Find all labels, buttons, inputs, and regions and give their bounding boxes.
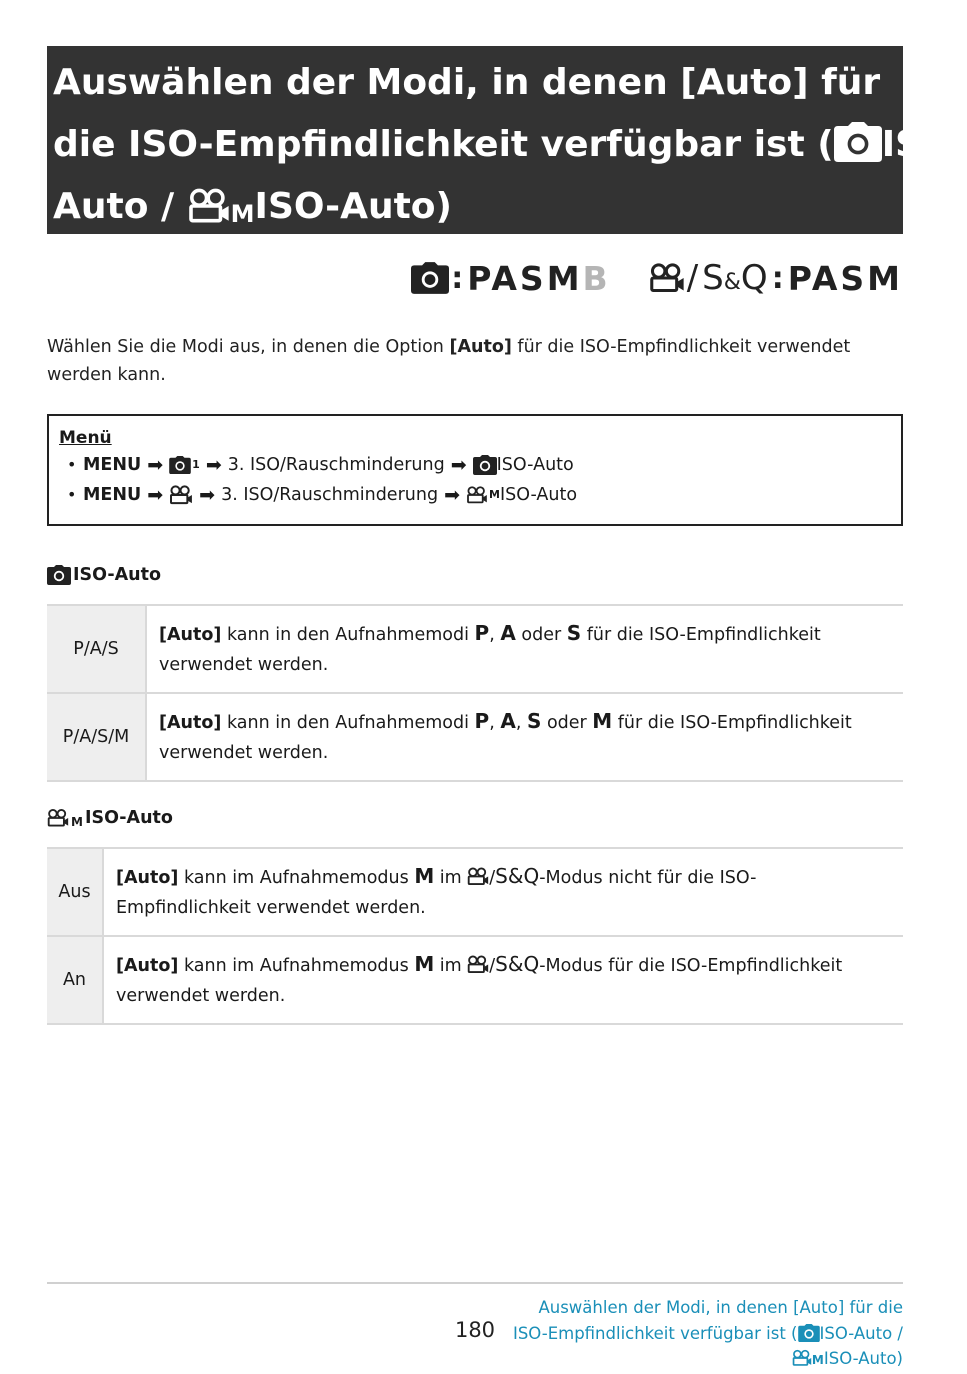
bullet: • xyxy=(67,455,77,474)
intro-text-bold: [Auto] xyxy=(449,337,512,357)
desc-slash: / xyxy=(489,868,496,888)
desc-sep: oder xyxy=(541,713,593,733)
video-modes: PASM xyxy=(787,258,903,298)
table-row xyxy=(47,605,903,693)
photo-mode-b: B xyxy=(582,258,611,298)
movie-icon xyxy=(467,955,489,974)
desc-sep: oder xyxy=(515,625,567,645)
video-section-title: ISO-Auto xyxy=(84,808,173,828)
photo-iso-auto-table xyxy=(47,604,903,782)
mode-s: S xyxy=(566,621,582,645)
desc-text: kann im Aufnahmemodus xyxy=(178,868,415,888)
photo-iso-auto-heading xyxy=(47,565,161,585)
movie-icon xyxy=(466,486,488,504)
arrow-right-icon: ➡ xyxy=(444,484,460,506)
submenu-label: 3. ISO/Rauschminderung xyxy=(221,485,439,505)
video-iso-auto-table xyxy=(47,847,903,1025)
camera-tab-number: 1 xyxy=(192,458,200,471)
option-key: An xyxy=(47,936,103,1024)
option-description xyxy=(146,605,903,693)
intro-text-pre: Wählen Sie die Modi aus, in denen die Option xyxy=(47,337,450,357)
photo-modes: PASM xyxy=(467,258,583,298)
modes-slash: / xyxy=(686,258,699,298)
movie-icon xyxy=(187,188,231,224)
option-description xyxy=(146,693,903,781)
desc-text: im xyxy=(434,868,468,888)
arrow-right-icon: ➡ xyxy=(147,484,164,506)
title-line-2-text: die ISO-Empfindlichkeit verfügbar ist ( xyxy=(53,124,834,165)
arrow-right-icon: ➡ xyxy=(147,454,164,476)
section-link-line-1[interactable]: Auswählen der Modi, in denen [Auto] für die xyxy=(538,1298,903,1317)
title-line-2 xyxy=(53,114,967,176)
section-link[interactable] xyxy=(503,1295,903,1374)
movie-m-subscript: M xyxy=(488,488,500,501)
menu-item-label: ISO-Auto xyxy=(499,485,578,505)
page-number: 180 xyxy=(454,1318,496,1342)
desc-text: kann in den Aufnahmemodi xyxy=(221,713,475,733)
section-link-line-2[interactable] xyxy=(503,1321,903,1347)
desc-sep: , xyxy=(489,713,501,733)
table-row xyxy=(47,936,903,1024)
sq-mode: S&Q xyxy=(495,864,540,888)
sq-amp: & xyxy=(723,270,741,295)
camera-icon xyxy=(798,1324,820,1342)
title-movie-subscript: M xyxy=(230,200,255,228)
desc-text: -Modus nicht für die ISO-Empfindlichkeit verwendet werden. xyxy=(116,868,757,918)
sq-q: Q xyxy=(740,258,768,298)
sq-mode: S&Q xyxy=(495,952,540,976)
desc-sep: , xyxy=(489,625,501,645)
movie-icon xyxy=(467,867,489,886)
title-line-3-suffix: ISO-Auto) xyxy=(254,186,452,227)
video-iso-auto-heading xyxy=(47,807,173,829)
auto-label: [Auto] xyxy=(159,625,222,645)
menu-heading: Menü xyxy=(59,428,112,448)
section-link-text[interactable]: ISO-Empfindlichkeit verfügbar ist ( xyxy=(512,1323,798,1343)
camera-icon xyxy=(473,455,497,475)
desc-text: für die ISO-Empfindlichkeit verwendet werden. xyxy=(159,713,852,763)
auto-label: [Auto] xyxy=(116,956,179,976)
video-heading-subscript: M xyxy=(71,815,83,829)
movie-icon xyxy=(649,262,685,294)
movie-icon xyxy=(47,808,69,828)
submenu-label: 3. ISO/Rauschminderung xyxy=(227,455,445,475)
menu-keyword: MENU xyxy=(83,485,142,505)
photo-section-title: ISO-Auto xyxy=(73,565,161,585)
mode-a: A xyxy=(500,621,516,645)
arrow-right-icon: ➡ xyxy=(199,484,216,506)
camera-icon xyxy=(411,262,449,294)
auto-label: [Auto] xyxy=(159,713,222,733)
mode-p: P xyxy=(474,709,490,733)
menu-path-photo xyxy=(59,450,891,480)
video-modes-colon: : xyxy=(771,260,784,296)
menu-path-box xyxy=(47,414,903,526)
arrow-right-icon: ➡ xyxy=(205,454,222,476)
option-key: Aus xyxy=(47,848,103,936)
footer-divider xyxy=(47,1282,903,1284)
mode-a: A xyxy=(500,709,516,733)
menu-path-video xyxy=(59,480,891,510)
mode-m: M xyxy=(414,952,435,976)
desc-text: für die ISO-Empfindlichkeit verwendet werden. xyxy=(159,625,821,675)
mode-m: M xyxy=(414,864,435,888)
option-description xyxy=(103,936,903,1024)
title-line-1: Auswählen der Modi, in denen [Auto] für xyxy=(53,62,881,103)
movie-icon xyxy=(169,485,193,505)
option-key: P/A/S xyxy=(47,605,146,693)
table-row xyxy=(47,848,903,936)
intro-text-post: für die ISO-Empfindlichkeit verwendet werden kann. xyxy=(47,337,851,385)
page-title xyxy=(47,46,967,234)
desc-text: -Modus für die ISO-Empfindlichkeit verwendet werden. xyxy=(116,956,843,1006)
camera-icon xyxy=(47,565,71,585)
bullet: • xyxy=(67,485,77,504)
mode-p: P xyxy=(474,621,490,645)
section-link-text[interactable]: ISO-Auto / xyxy=(819,1323,903,1343)
arrow-right-icon: ➡ xyxy=(450,454,467,476)
desc-sep: , xyxy=(515,713,527,733)
menu-keyword: MENU xyxy=(83,455,142,475)
title-line-3-text: Auto / xyxy=(53,186,187,227)
desc-text: kann in den Aufnahmemodi xyxy=(221,625,475,645)
mode-s: S xyxy=(526,709,542,733)
desc-slash: / xyxy=(489,956,496,976)
table-row xyxy=(47,693,903,781)
camera-icon xyxy=(169,456,191,474)
applicable-modes xyxy=(411,256,903,300)
menu-item-label: ISO-Auto xyxy=(496,455,574,475)
title-line-3 xyxy=(53,176,883,245)
section-link-line-3[interactable] xyxy=(503,1346,903,1374)
desc-text: kann im Aufnahmemodus xyxy=(178,956,415,976)
movie-icon xyxy=(792,1349,812,1367)
auto-label: [Auto] xyxy=(116,868,179,888)
title-line-2-suffix: ISO- xyxy=(881,124,967,165)
mode-m: M xyxy=(592,709,613,733)
option-description xyxy=(103,848,903,936)
sq-mode xyxy=(702,258,768,298)
intro-paragraph xyxy=(47,333,903,389)
camera-icon xyxy=(834,122,882,162)
desc-text: im xyxy=(434,956,468,976)
movie-m-subscript[interactable]: M xyxy=(811,1353,824,1367)
section-link-text[interactable]: ISO-Auto) xyxy=(823,1349,903,1368)
option-key: P/A/S/M xyxy=(47,693,146,781)
photo-modes-colon: : xyxy=(451,260,464,296)
sq-s: S xyxy=(702,258,724,298)
